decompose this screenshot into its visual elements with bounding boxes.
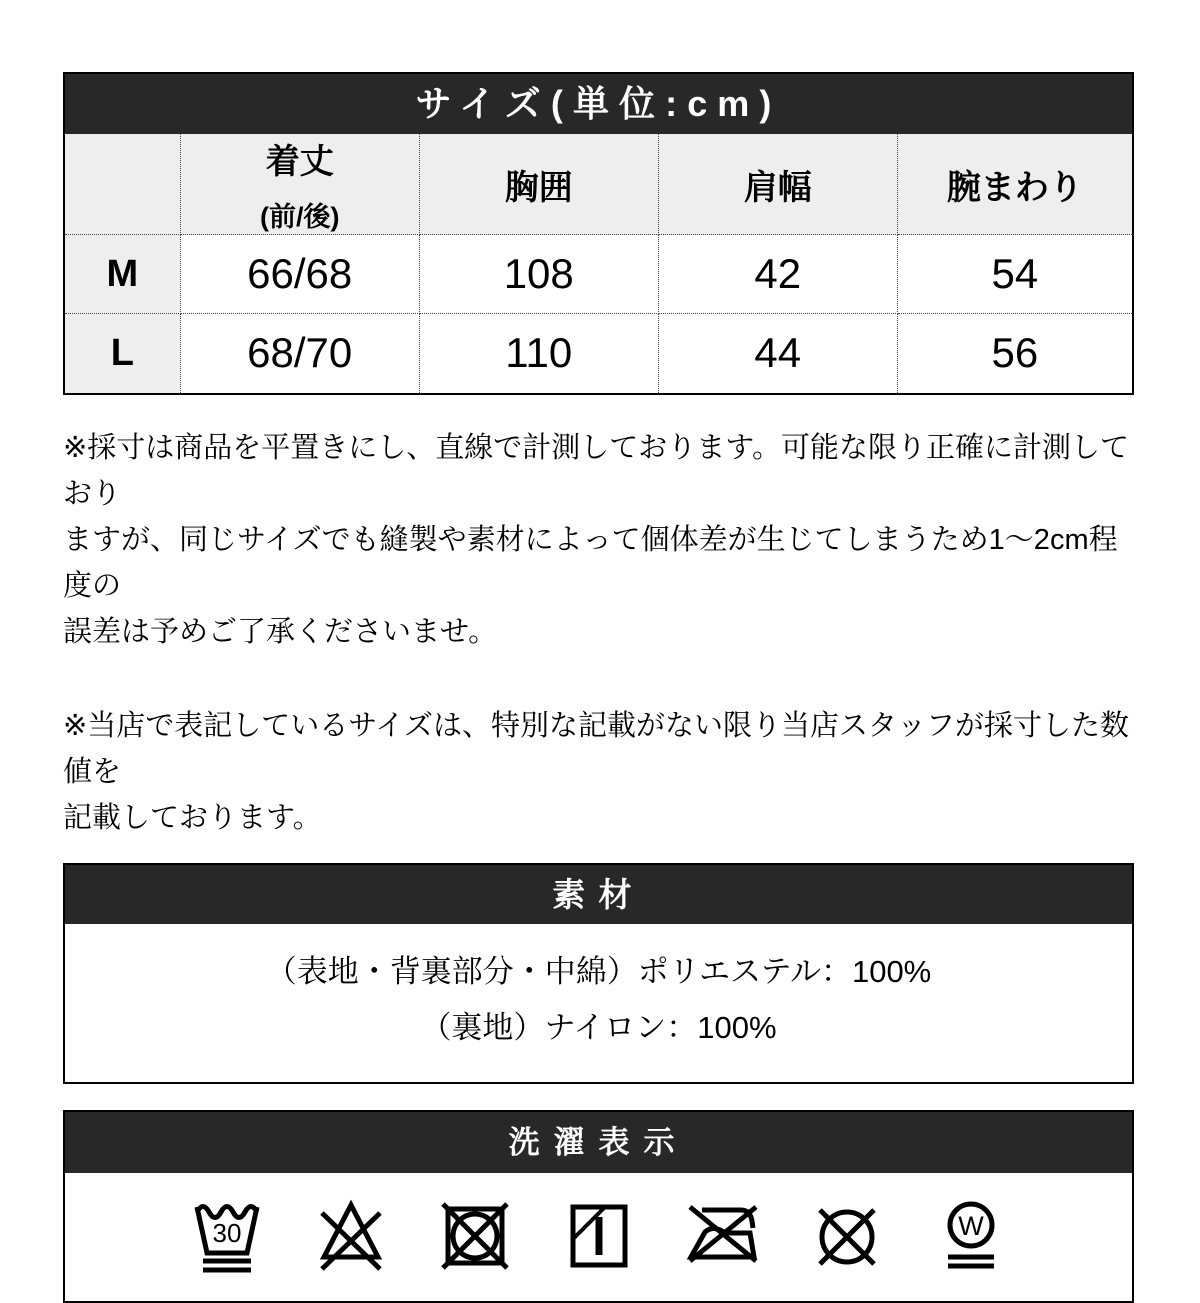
material-line-lining: （裏地）ナイロン：100% (420, 1009, 777, 1045)
laundry-section (63, 1110, 1134, 1303)
size-row-m (65, 235, 1132, 314)
col-header-length (180, 134, 419, 235)
col-header-length-main: 着丈 (265, 143, 334, 181)
cell-l-length: 68/70 (180, 314, 419, 393)
do-not-dry-clean-icon (810, 1197, 884, 1277)
laundry-title: 洗濯表示 (65, 1112, 1132, 1173)
cell-m-length: 66/68 (180, 235, 419, 314)
col-header-arm: 腕まわり (897, 134, 1132, 235)
do-not-tumble-dry-icon (438, 1197, 512, 1277)
cell-l-arm: 56 (897, 314, 1132, 393)
cell-l-chest: 110 (419, 314, 658, 393)
material-title: 素材 (65, 865, 1132, 924)
staff-measure-note (63, 703, 1134, 841)
row-label-l: L (65, 314, 180, 393)
do-not-bleach-icon (314, 1197, 388, 1277)
measurement-note (63, 425, 1134, 655)
wash-30-very-gentle-icon (190, 1197, 264, 1277)
col-header-chest: 胸囲 (419, 134, 658, 235)
material-line-shell: （表地・背裏部分・中綿）ポリエステル：100% (265, 953, 932, 989)
size-table (65, 134, 1132, 393)
cell-m-shoulder: 42 (658, 235, 897, 314)
cell-m-arm: 54 (897, 235, 1132, 314)
row-label-m: M (65, 235, 180, 314)
material-body (65, 924, 1132, 1082)
cell-m-chest: 108 (419, 235, 658, 314)
note-line: ※採寸は商品を平置きにし、直線で計測しております。可能な限り正確に計測しており (63, 431, 1129, 510)
svg-text:W: W (957, 1210, 984, 1241)
wet-clean-very-gentle-icon (934, 1197, 1008, 1277)
cell-l-shoulder: 44 (658, 314, 897, 393)
do-not-iron-icon (686, 1197, 760, 1277)
line-dry-in-shade-icon (562, 1197, 636, 1277)
size-row-l (65, 314, 1132, 393)
note-line: 誤差は予めご了承くださいませ。 (63, 615, 498, 648)
col-header-shoulder: 肩幅 (658, 134, 897, 235)
note-line: ますが、同じサイズでも縫製や素材によって個体差が生じてしまうため1〜2cm程度の (63, 523, 1118, 602)
size-table-title: サイズ(単位:cm) (65, 74, 1132, 134)
size-table-section (63, 72, 1134, 395)
material-section (63, 863, 1134, 1084)
col-header-length-sub: (前/後) (259, 202, 340, 232)
svg-text:30: 30 (212, 1217, 241, 1248)
note-line: 記載しております。 (63, 801, 322, 834)
laundry-symbols-row (65, 1173, 1132, 1301)
size-table-header-row (65, 134, 1132, 235)
corner-cell (65, 134, 180, 235)
note-line: ※当店で表記しているサイズは、特別な記載がない限り当店スタッフが採寸した数値を (63, 709, 1129, 788)
